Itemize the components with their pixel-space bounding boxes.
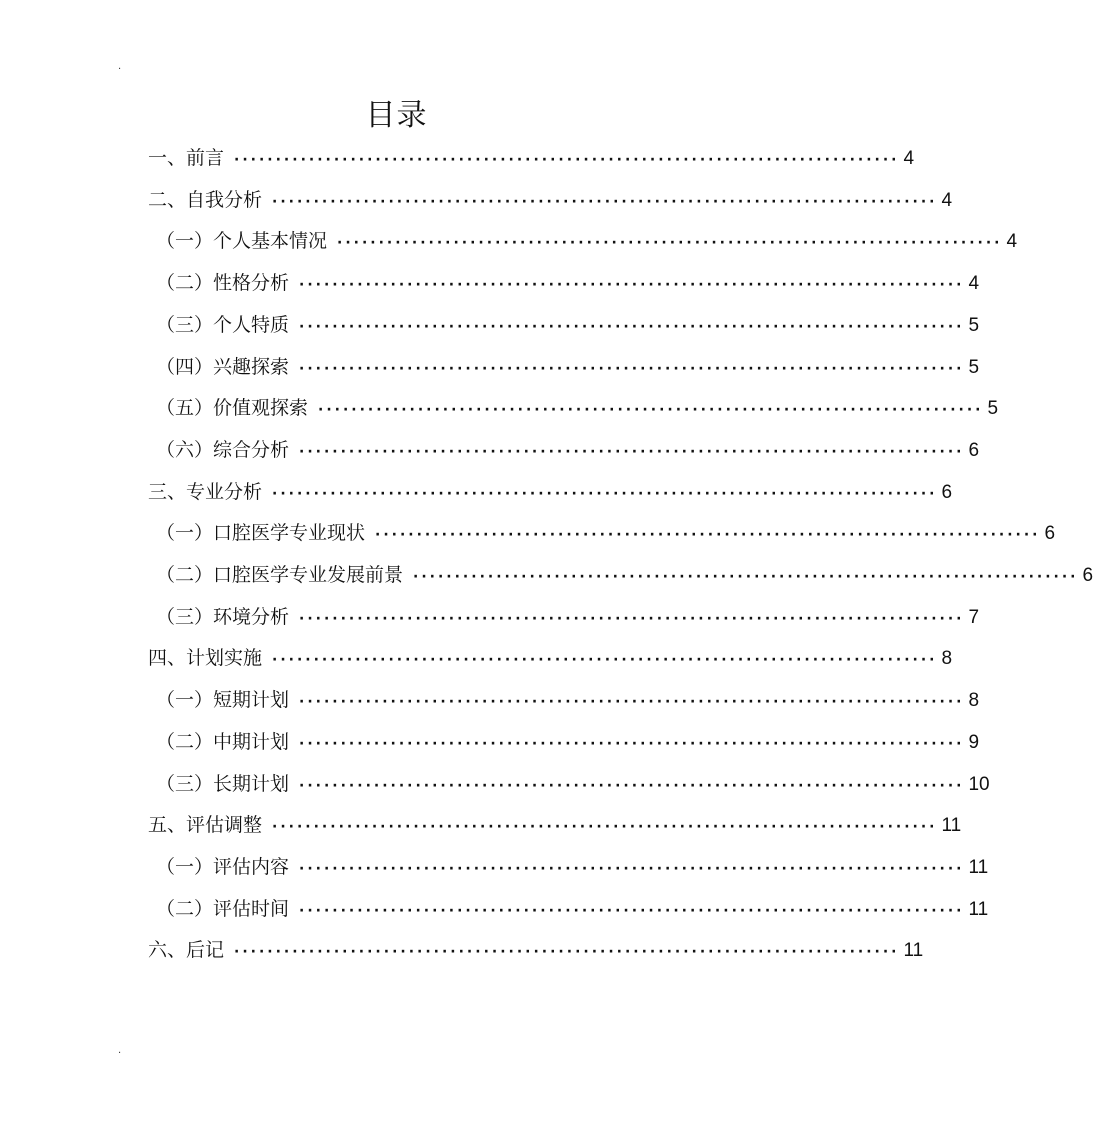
toc-dot-leader: ················································································ — [299, 777, 965, 794]
toc-dot-leader: ················································································ — [272, 485, 938, 502]
toc-entry-label: （二）性格分析 — [156, 272, 290, 295]
toc-entry-label: （一）口腔医学专业现状 — [156, 522, 366, 545]
toc-entry-page-number: 11 — [968, 856, 989, 878]
toc-dot-leader: ················································································ — [299, 610, 965, 627]
toc-entry-label: 五、评估调整 — [148, 814, 263, 837]
toc-dot-leader: ················································································ — [234, 152, 900, 168]
toc-entry[interactable] — [156, 223, 1018, 259]
toc-entry-page-number: 6 — [1044, 523, 1056, 545]
toc-entry-label: （二）中期计划 — [156, 730, 290, 753]
toc-entry[interactable] — [156, 682, 980, 718]
toc-entry-label: （四）兴趣探索 — [156, 355, 290, 378]
toc-entry-page-number: 5 — [968, 356, 980, 378]
toc-entry-page-number: 8 — [941, 648, 953, 670]
toc-dot-leader: ················································································ — [299, 277, 965, 294]
toc-dot-leader: ················································································ — [299, 902, 965, 919]
toc-entry-page-number: 11 — [903, 940, 924, 962]
toc-entry-label: （一）个人基本情况 — [156, 230, 328, 253]
toc-entry-page-number: 4 — [1006, 231, 1018, 253]
toc-dot-leader: ················································································ — [337, 235, 1003, 252]
toc-title: 目录 — [365, 98, 428, 133]
corner-mark-top: . — [118, 61, 122, 72]
toc-entry[interactable] — [148, 640, 953, 676]
toc-dot-leader: ················································································ — [318, 402, 984, 419]
toc-entry[interactable] — [148, 140, 915, 176]
toc-entry-page-number: 11 — [968, 898, 989, 920]
toc-entry[interactable] — [148, 474, 953, 510]
toc-entry[interactable] — [156, 265, 980, 301]
toc-dot-leader: ················································································ — [272, 193, 938, 210]
toc-entry[interactable] — [156, 599, 980, 635]
toc-entry-page-number: 10 — [968, 773, 990, 795]
toc-dot-leader: ················································································ — [299, 860, 965, 877]
toc-dot-leader: ················································································ — [375, 527, 1041, 544]
toc-entry-label: 六、后记 — [148, 939, 225, 962]
toc-dot-leader: ················································································ — [299, 318, 965, 335]
toc-dot-leader: ················································································ — [299, 360, 965, 377]
toc-entry[interactable] — [148, 807, 962, 843]
toc-entry-page-number: 4 — [903, 148, 915, 169]
toc-dot-leader: ················································································ — [272, 652, 938, 669]
toc-entry-label: 一、前言 — [148, 147, 225, 169]
toc-entry-page-number: 8 — [968, 690, 980, 712]
toc-entry[interactable] — [156, 557, 1093, 593]
toc-entry-page-number: 7 — [968, 606, 980, 628]
toc-entry-label: （一）短期计划 — [156, 689, 290, 712]
toc-dot-leader: ················································································ — [272, 819, 938, 836]
toc-entry[interactable] — [156, 390, 999, 426]
toc-entry-label: （二）评估时间 — [156, 897, 290, 920]
toc-entry[interactable] — [156, 307, 980, 343]
toc-entry-page-number: 6 — [1082, 565, 1093, 586]
corner-mark-bottom: . — [118, 1045, 122, 1056]
toc-entry-label: （六）综合分析 — [156, 438, 290, 461]
toc-entry-page-number: 6 — [941, 481, 953, 503]
toc-entry-page-number: 5 — [968, 314, 980, 336]
toc-entry[interactable] — [156, 349, 980, 385]
toc-entry[interactable] — [148, 932, 924, 968]
toc-entry-label: 二、自我分析 — [148, 188, 263, 211]
toc-dot-leader: ················································································ — [413, 569, 1079, 585]
toc-dot-leader: ················································································ — [234, 944, 900, 961]
toc-entry-label: （二）口腔医学专业发展前景 — [156, 564, 404, 586]
toc-entry-label: （五）价值观探索 — [156, 397, 309, 420]
toc-dot-leader: ················································································ — [299, 694, 965, 711]
toc-entry-label: （三）长期计划 — [156, 772, 290, 795]
toc-entry-label: （一）评估内容 — [156, 855, 290, 878]
toc-entry-page-number: 6 — [968, 439, 980, 461]
toc-entry-label: （三）环境分析 — [156, 605, 290, 628]
toc-entry-page-number: 9 — [968, 731, 980, 753]
toc-entry-page-number: 4 — [968, 273, 980, 295]
toc-entry-label: 三、专业分析 — [148, 480, 263, 503]
toc-dot-leader: ················································································ — [299, 735, 965, 752]
toc-entry[interactable] — [156, 849, 989, 885]
toc-entry[interactable] — [156, 724, 980, 760]
toc-entry-page-number: 5 — [987, 398, 999, 420]
toc-entry[interactable] — [156, 766, 990, 802]
toc-entry[interactable] — [156, 515, 1056, 551]
toc-entry[interactable] — [148, 182, 953, 218]
toc-entry-label: 四、计划实施 — [148, 647, 263, 670]
toc-entry-page-number: 4 — [941, 189, 953, 211]
toc-dot-leader: ················································································ — [299, 443, 965, 460]
toc-entry[interactable] — [156, 891, 989, 927]
toc-entry[interactable] — [156, 432, 980, 468]
toc-entry-label: （三）个人特质 — [156, 313, 290, 336]
toc-entry-page-number: 11 — [941, 815, 962, 837]
